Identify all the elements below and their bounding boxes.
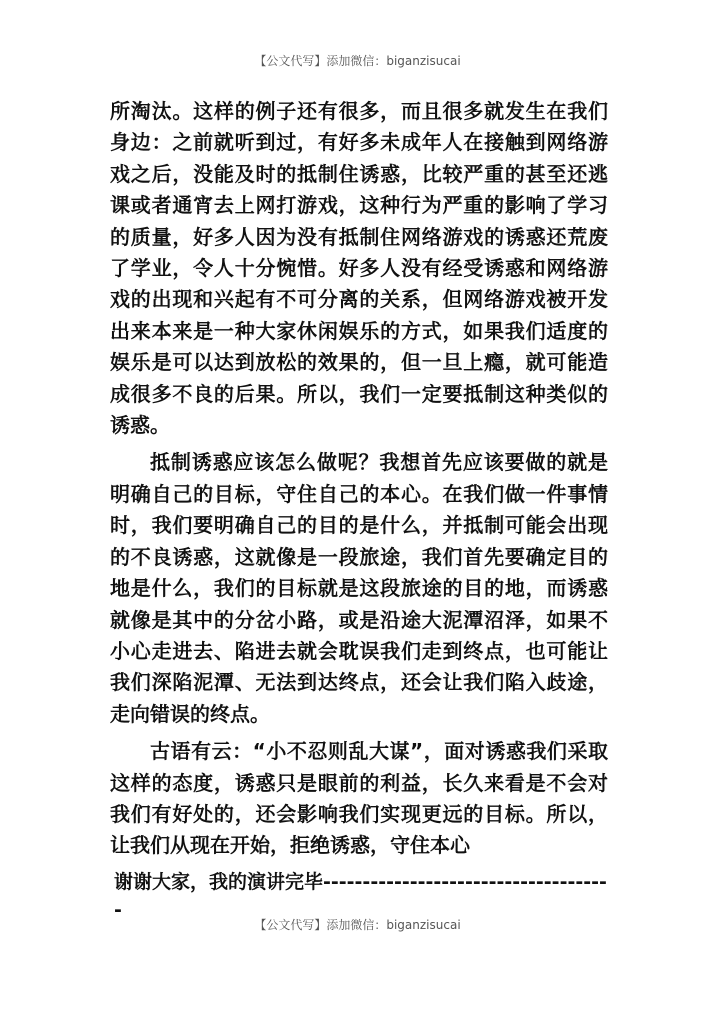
paragraph-3: 古语有云：“小不忍则乱大谋”，面对诱惑我们采取这样的态度，诱惑只是眼前的利益，长久来看是不会对我们有好处的，还会影响我们实现更远的目标。所以，让我们从现在开始，拒绝诱惑，守住本心 [110,739,608,858]
paragraph-2: 抵制诱惑应该怎么做呢？我想首先应该要做的就是明确自己的目标，守住自己的本心。在我们做一件事情时，我们要明确自己的目的是什么，并抵制可能会出现的不良诱惑，这就像是一段旅途，我们首先要确定目的地是什么，我们的目标就是这段旅途的目的地，而诱惑就像是其中的分岔小路，或是沿途大泥潭沼泽，如果不小心走进去、陷进去就会耽误我们走到终点，也可能让我们深陷泥潭、无法到达终点，还会让我们陷入歧途，走向错误的终点。 [110,450,608,726]
document-body [110,96,608,924]
closing-line: 谢谢大家，我的演讲完毕------------------------------------- [114,870,607,921]
page-header: 【公文代写】添加微信：biganzisucai [254,54,461,68]
page-footer: 【公文代写】添加微信：biganzisucai [254,918,461,932]
paragraph-1: 所淘汰。这样的例子还有很多，而且很多就发生在我们身边：之前就听到过，有好多未成年人在接触到网络游戏之后，没能及时的抵制住诱惑，比较严重的甚至还逃课或者通宵去上网打游戏，这种行为严重的影响了学习的质量，好多人因为没有抵制住网络游戏的诱惑还荒废了学业，令人十分惋惜。好多人没有经受诱惑和网络游戏的出现和兴起有不可分离的关系，但网络游戏被开发出来本来是一种大家休闲娱乐的方式，如果我们适度的娱乐是可以达到放松的效果的，但一旦上瘾，就可能造成很多不良的后果。所以，我们一定要抵制这种类似的诱惑。 [110,99,608,438]
